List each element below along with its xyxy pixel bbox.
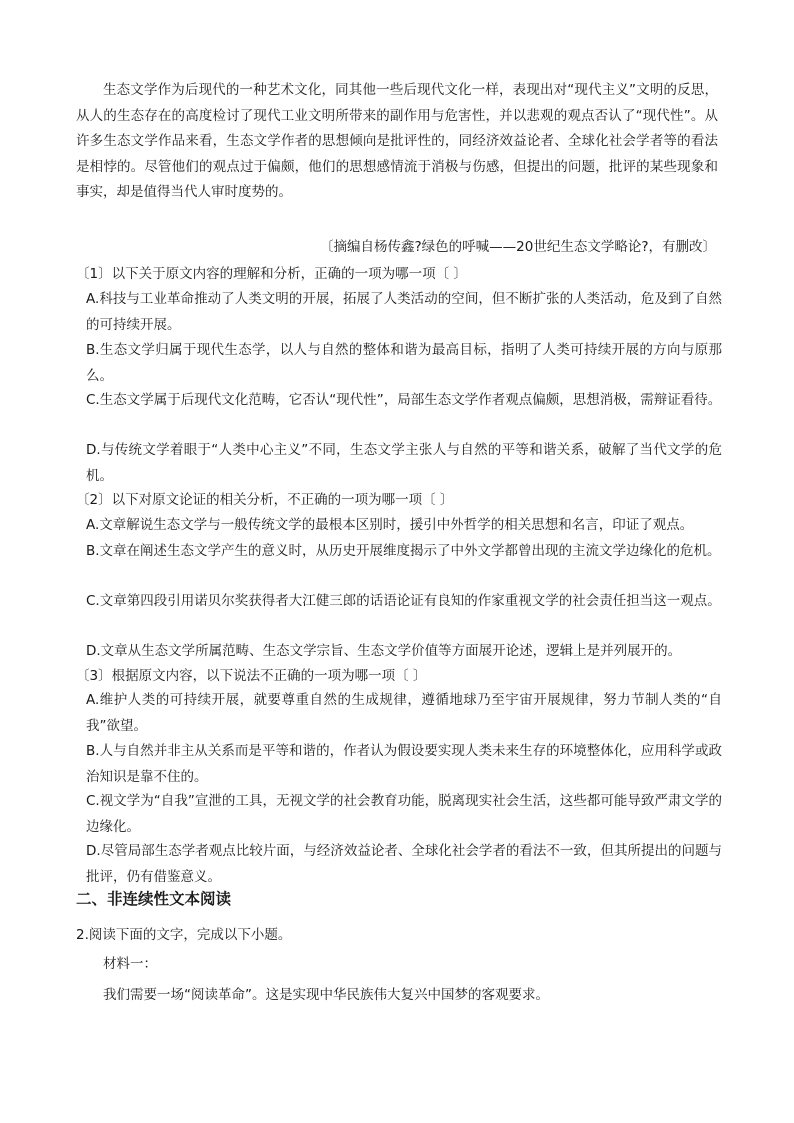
question-2-option-a: A.文章解说生态文学与一般传统文学的最根本区别时，援引中外哲学的相关思想和名言，印证了观点。	[86, 517, 694, 533]
question-1-option-b: B.生态文学归属于现代生态学，以人与自然的整体和谐为最高目标，指明了人类可持续开展的方向与原那么。	[86, 342, 722, 384]
question-2-option-c: C.文章第四段引用诺贝尔奖获得者大江健三郎的话语论证有良知的作家重视文学的社会责任担当这一观点。	[86, 593, 721, 609]
question-2-option-d: D.文章从生态文学所属范畴、生态文学宗旨、生态文学价值等方面展开论述，逻辑上是并列展开的。	[86, 643, 682, 659]
question-1-option-d: D.与传统文学着眼于“人类中心主义”不同，生态文学主张人与自然的平等和谐关系，破解了当代文学的危机。	[86, 442, 722, 484]
question-2-option-b: B.文章在阐述生态文学产生的意义时，从历史开展维度揭示了中外文学都曾出现的主流文学边缘化的危机。	[86, 543, 721, 559]
question-1-stem: 〔1〕以下关于原文内容的理解和分析，正确的一项为哪一项〔 〕	[76, 266, 467, 282]
material-label: 材料一：	[103, 956, 157, 972]
source-citation: 〔摘编自杨传鑫?绿色的呼喊——20世纪生态文学略论?，有删改〕	[319, 239, 716, 255]
question-3-option-c: C.视文学为“自我”宣泄的工具，无视文学的社会教育功能，脱离现实社会生活，这些都可能导致严肃文学的边缘化。	[86, 793, 722, 835]
question-3-option-a: A.维护人类的可持续开展，就要尊重自然的生成规律，遵循地球乃至宇宙开展规律，努力节制人类的“自我”欲望。	[86, 692, 722, 734]
passage-paragraph: 生态文学作为后现代的一种艺术文化，同其他一些后现代文化一样，表现出对“现代主义”文明的反思，从人的生态存在的高度检讨了现代工业文明所带来的副作用与危害性，并以悲观的观点否认了“现代性”。从许多生态文学作品来看，生态文学作者的思想倾向是批评性的，同经济效益论者、全球化社会学者等的看法是相悖的。尽管他们的观点过于偏颇，他们的思想感情流于消极与伤感，但提出的问题，批评的某些现象和事实，却是值得当代人审时度势的。	[76, 82, 718, 200]
question-3-option-b: B.人与自然并非主从关系而是平等和谐的，作者认为假设要实现人类未来生存的环境整体化，应用科学或政治知识是靠不住的。	[86, 743, 722, 785]
material-text: 我们需要一场“阅读革命”。这是实现中华民族伟大复兴中国梦的客观要求。	[103, 987, 549, 1003]
question-3-stem: 〔3〕根据原文内容，以下说法不正确的一项为哪一项〔 〕	[76, 668, 427, 684]
task-intro: 2.阅读下面的文字，完成以下小题。	[76, 927, 292, 943]
question-2-stem: 〔2〕以下对原文论证的相关分析，不正确的一项为哪一项〔 〕	[76, 492, 454, 508]
question-1-option-a: A.科技与工业革命推动了人类文明的开展，拓展了人类活动的空间，但不断扩张的人类活动，危及到了自然的可持续开展。	[86, 291, 722, 333]
question-1-option-c: C.生态文学属于后现代文化范畴，它否认“现代性”，局部生态文学作者观点偏颇，思想消极，需辩证看待。	[86, 392, 722, 408]
question-3-option-d: D.尽管局部生态学者观点比较片面，与经济效益论者、全球化社会学者的看法不一致，但其所提出的问题与批评，仍有借鉴意义。	[86, 843, 722, 885]
section-heading: 二、非连续性文本阅读	[76, 890, 232, 908]
